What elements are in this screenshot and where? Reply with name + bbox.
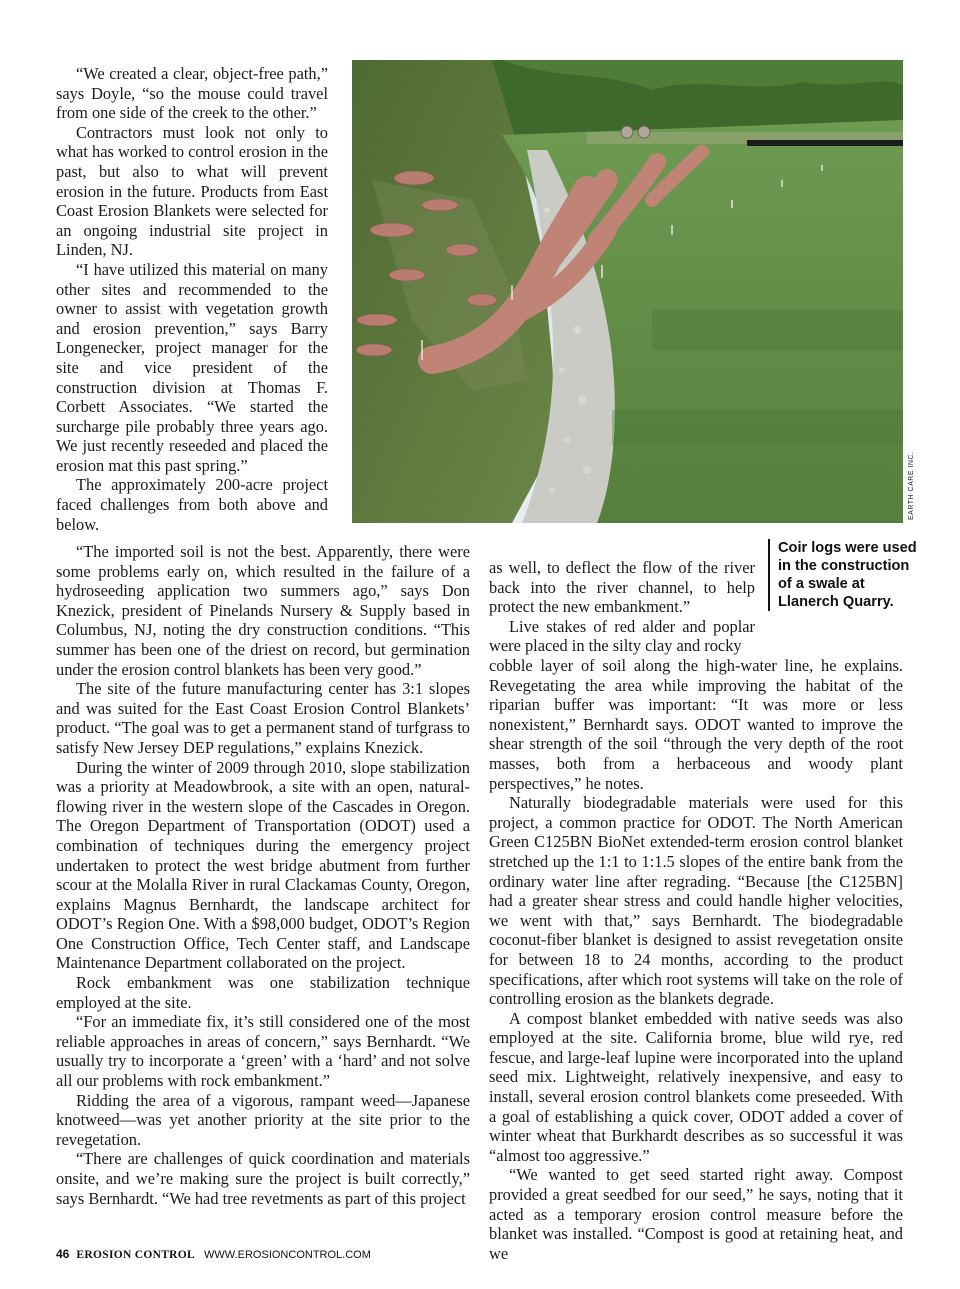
photo-credit: EARTH CARE INC. — [908, 451, 915, 520]
paragraph: “I have utilized this material on many other sites and recommended to the owner to assist with vegetation growth and erosion prevention,” says Barry Longenecker, project manager for the site and vice president of the construction division at Thomas F. Corbett Associates. “We started the surcharge pile probably three years ago. We just recently reseeded and placed the erosion mat this past spring.” — [56, 259, 328, 475]
article-column-bottom-left — [56, 542, 470, 1208]
paragraph: Ridding the area of a vigorous, rampant weed—Japanese knotweed—was yet another priority at the site prior to the revegetation. — [56, 1090, 470, 1149]
page-footer — [56, 1247, 371, 1261]
paragraph: “We wanted to get seed started right away. Compost provided a great seedbed for our seed,” he says, noting that it acted as a temporary erosion control measure before the blanket was installed. “Compost is good at retaining heat, and we — [489, 1165, 903, 1263]
magazine-url: WWW.EROSIONCONTROL.COM — [204, 1249, 371, 1261]
paragraph: During the winter of 2009 through 2010, slope stabilization was a priority at Meadowbrook, a site with an open, natural-flowing river in the western slope of the Cascades in Oregon. The Oregon Department of Transportation (ODOT) used a combination of techniques during the emergency project undertaken to protect the west bridge abutment from further scour at the Molalla River in rural Clackamas County, Oregon, explains Magnus Bernhardt, the landscape architect for ODOT’s Region One. With a $98,000 budget, ODOT’s Region One Construction Office, Tech Center staff, and Landscape Maintenance Department collaborated on the project. — [56, 757, 470, 973]
photo-caption: Coir logs were used in the construction of a swale at Llanerch Quarry. — [768, 539, 918, 611]
paragraph: The site of the future manufacturing center has 3:1 slopes and was suited for the East Coast Erosion Control Blankets’ product. “The goal was to get a permanent stand of turfgrass to satisfy New Jersey DEP regulations,” explains Knezick. — [56, 679, 470, 757]
paragraph: Live stakes of red alder and poplar were placed in the silty clay and rocky — [489, 616, 755, 656]
magazine-name: EROSION CONTROL — [76, 1249, 195, 1261]
article-column-top-left — [56, 64, 328, 534]
paragraph: cobble layer of soil along the high-water line, he explains. Revegetating the area while improving the habitat of the riparian buffer was important: “It was more or less nonexistent,” Bernhardt says. ODOT wanted to improve the shear strength of the soil “through the very depth of the root masses, both from a herbaceous and woody plant perspectives,” he notes. — [489, 656, 903, 793]
page-number: 46 — [56, 1247, 70, 1261]
coir-log-swale-photo — [352, 60, 903, 523]
article-column-right-top — [489, 558, 755, 656]
paragraph: “There are challenges of quick coordination and materials onsite, and we’re making sure the project is built correctly,” says Bernhardt. “We had tree revetments as part of this project — [56, 1149, 470, 1208]
paragraph: Rock embankment was one stabilization technique employed at the site. — [56, 973, 470, 1012]
paragraph: “We created a clear, object-free path,” says Doyle, “so the mouse could travel from one side of the creek to the other.” — [56, 64, 328, 123]
paragraph: The approximately 200-acre project faced challenges from both above and below. — [56, 475, 328, 534]
article-column-right-bottom — [489, 656, 903, 1263]
paragraph: “The imported soil is not the best. Apparently, there were some problems early on, which resulted in the failure of a hydroseeding application two summers ago,” says Don Knezick, president of Pinelands Nursery & Supply based in Columbus, NJ, noting the dry construction conditions. “This summer has been one of the driest on record, but germination under the erosion control blankets has been very good.” — [56, 542, 470, 679]
paragraph: A compost blanket embedded with native seeds was also employed at the site. California brome, blue wild rye, red fescue, and large-leaf lupine were incorporated into the upland seed mix. Lightweight, relatively inexpensive, and easy to install, several erosion control blankets come preseeded. With a goal of establishing a quick cover, ODOT added a cover of winter wheat that Burkhardt describes as so successful it was “almost too aggressive.” — [489, 1008, 903, 1165]
paragraph: as well, to deflect the flow of the river back into the river channel, to help protect the new embankment.” — [489, 558, 755, 617]
paragraph: “For an immediate fix, it’s still considered one of the most reliable approaches in areas of concern,” says Bernhardt. “We usually try to incorporate a ‘green’ with a ‘hard’ and not solve all our problems with rock embankment.” — [56, 1012, 470, 1091]
paragraph: Contractors must look not only to what has worked to control erosion in the past, but also to what will prevent erosion in the future. Products from East Coast Erosion Blankets were selected for an ongoing industrial site project in Linden, NJ. — [56, 122, 328, 260]
paragraph: Naturally biodegradable materials were used for this project, a common practice for ODOT. The North American Green C125BN BioNet extended-term erosion control blanket stretched up the 1:1 to 1:1.5 slopes of the entire bank from the ordinary water line after regrading. “Because [the C125BN] had a greater shear stress and could handle higher velocities, we went with that,” says Bernhardt. The biodegradable coconut-fiber blanket is designed to assist revegetation onsite for between 18 to 24 months, according to the product specifications, after which root systems will take on the role of controlling erosion as the blankets degrade. — [489, 793, 903, 1009]
